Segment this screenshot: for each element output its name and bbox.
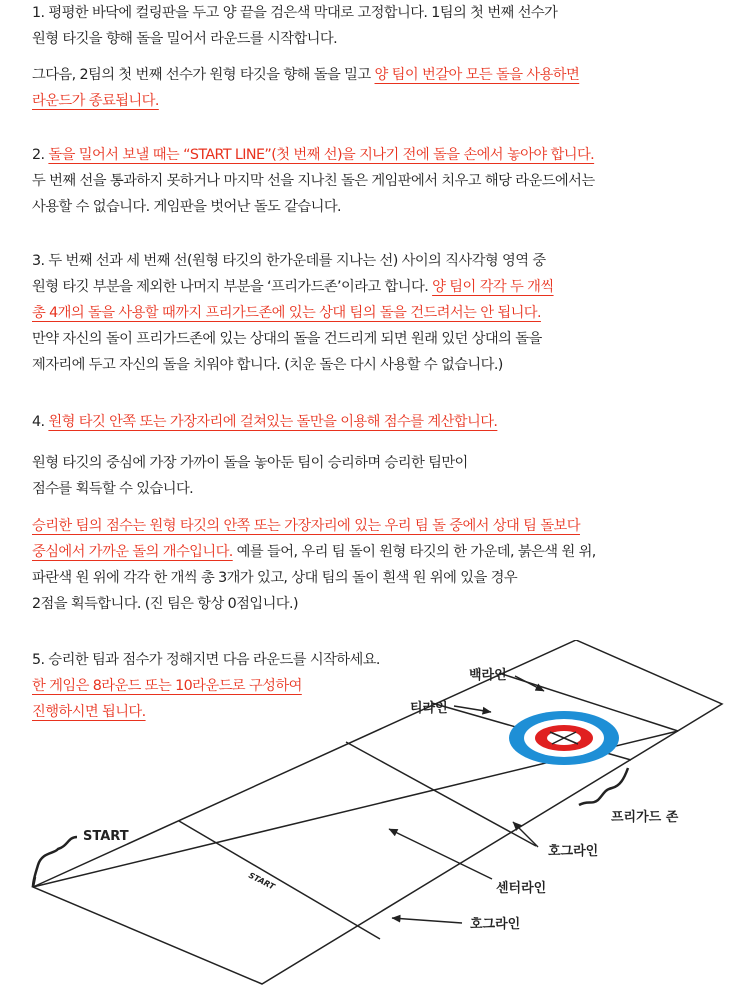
backline-arrow [515, 676, 544, 691]
rule-3 [32, 248, 554, 378]
curling-board-diagram [0, 640, 740, 995]
rule-1b-line-2-highlight: 라운드가 종료됩니다. [32, 93, 159, 109]
backline-label: 백라인 [469, 668, 507, 683]
rule-4-line-6: 파란색 원 위에 각각 한 개씩 총 3개가 있고, 상대 팀의 돌이 흰색 원 위에 있을 경우 [32, 570, 518, 586]
rule-1-continued [32, 62, 579, 114]
hogline-2-arrow [392, 918, 462, 923]
start-brace [33, 837, 77, 887]
rule-2-prefix: 2. [32, 147, 49, 163]
centerline-label: 센터라인 [496, 881, 547, 896]
hog-line [346, 742, 536, 846]
rule-3-line-1: 3. 두 번째 선과 세 번째 선(원형 타깃의 한가운데를 지나는 선) 사이의 직사각형 영역 중 [32, 253, 546, 269]
rule-5-line-1: 5. 승리한 팀과 점수가 정해지면 다음 라운드를 시작하세요. [32, 652, 380, 668]
rule-1b-line-1-highlight: 양 팀이 번갈아 모든 돌을 사용하면 [374, 67, 580, 83]
rule-4-scoring [32, 513, 596, 617]
rule-4-line-5-highlight: 중심에서 가까운 돌의 개수입니다. [32, 544, 233, 560]
rule-1-line-1: 1. 평평한 바닥에 컬링판을 두고 양 끝을 검은색 막대로 고정합니다. 1팀의 첫 번째 선수가 [32, 5, 558, 21]
rule-4-line-7: 2점을 획득합니다. (진 팀은 항상 0점입니다.) [32, 596, 298, 612]
rule-2 [32, 142, 595, 220]
rule-3-line-4: 만약 자신의 돌이 프리가드존에 있는 상대의 돌을 건드리게 되면 원래 있던 상대의 돌을 [32, 331, 542, 347]
rule-4-line-2: 원형 타깃의 중심에 가장 가까이 돌을 놓아둔 팀이 승리하며 승리한 팀만이 [32, 455, 468, 471]
rule-2-line-2: 두 번째 선을 통과하지 못하거나 마지막 선을 지나친 돌은 게임판에서 치우고 해당 라운드에서는 [32, 173, 595, 189]
start-line [179, 821, 380, 939]
rule-4-prefix: 4. [32, 414, 49, 430]
house-target [509, 711, 619, 765]
rule-5-line-3-highlight: 진행하시면 됩니다. [32, 704, 146, 720]
hogline-1-label: 호그라인 [548, 844, 599, 859]
hogline-2-label: 호그라인 [470, 917, 521, 932]
start-label: START [83, 829, 129, 844]
freeguard-label: 프리가드 존 [611, 810, 679, 825]
rule-1b-line-1-text: 그다음, 2팀의 첫 번째 선수가 원형 타깃을 향해 돌을 밀고 [32, 67, 375, 83]
rule-1 [32, 0, 557, 52]
rule-3-line-2-highlight: 양 팀이 각각 두 개씩 [432, 279, 554, 295]
rule-4-line-3: 점수를 획득할 수 있습니다. [32, 481, 194, 497]
rule-4-header [32, 409, 497, 435]
rule-3-line-3-highlight: 총 4개의 돌을 사용할 때까지 프리가드존에 있는 상대 팀의 돌을 건드려서는 안 됩니다. [32, 305, 541, 321]
rule-4-line-1-highlight: 원형 타깃 안쪽 또는 가장자리에 걸쳐있는 돌만을 이용해 점수를 계산합니다. [48, 414, 498, 430]
rule-2-line-1-highlight: 돌을 밀어서 보낼 때는 “START LINE”(첫 번째 선)을 지나기 전에 돌을 손에서 놓아야 합니다. [48, 147, 595, 163]
rule-2-line-3: 사용할 수 없습니다. 게임판을 벗어난 돌도 같습니다. [32, 199, 341, 215]
rule-3-line-5: 제자리에 두고 자신의 돌을 치워야 합니다. (치운 돌은 다시 사용할 수 없습니다.) [32, 357, 503, 373]
rule-1-line-2: 원형 타깃을 향해 돌을 밀어서 라운드를 시작합니다. [32, 31, 338, 47]
rule-5-line-2-highlight: 한 게임은 8라운드 또는 10라운드로 구성하여 [32, 678, 302, 694]
teeline-label: 티라인 [410, 701, 448, 716]
rule-4-line-5-text: 예를 들어, 우리 팀 돌이 원형 타깃의 한 가운데, 붉은색 원 위, [232, 544, 596, 560]
rule-3-line-2-text: 원형 타깃 부분을 제외한 나머지 부분을 ‘프리가드존’이라고 합니다. [32, 279, 433, 295]
rule-4-body [32, 450, 468, 502]
hogline-1-arrow [513, 822, 538, 847]
start-board-label: START [247, 870, 277, 892]
rule-4-line-4-highlight: 승리한 팀의 점수는 원형 타깃의 안쪽 또는 가장자리에 있는 우리 팀 돌 중에서 상대 팀 돌보다 [32, 518, 580, 534]
